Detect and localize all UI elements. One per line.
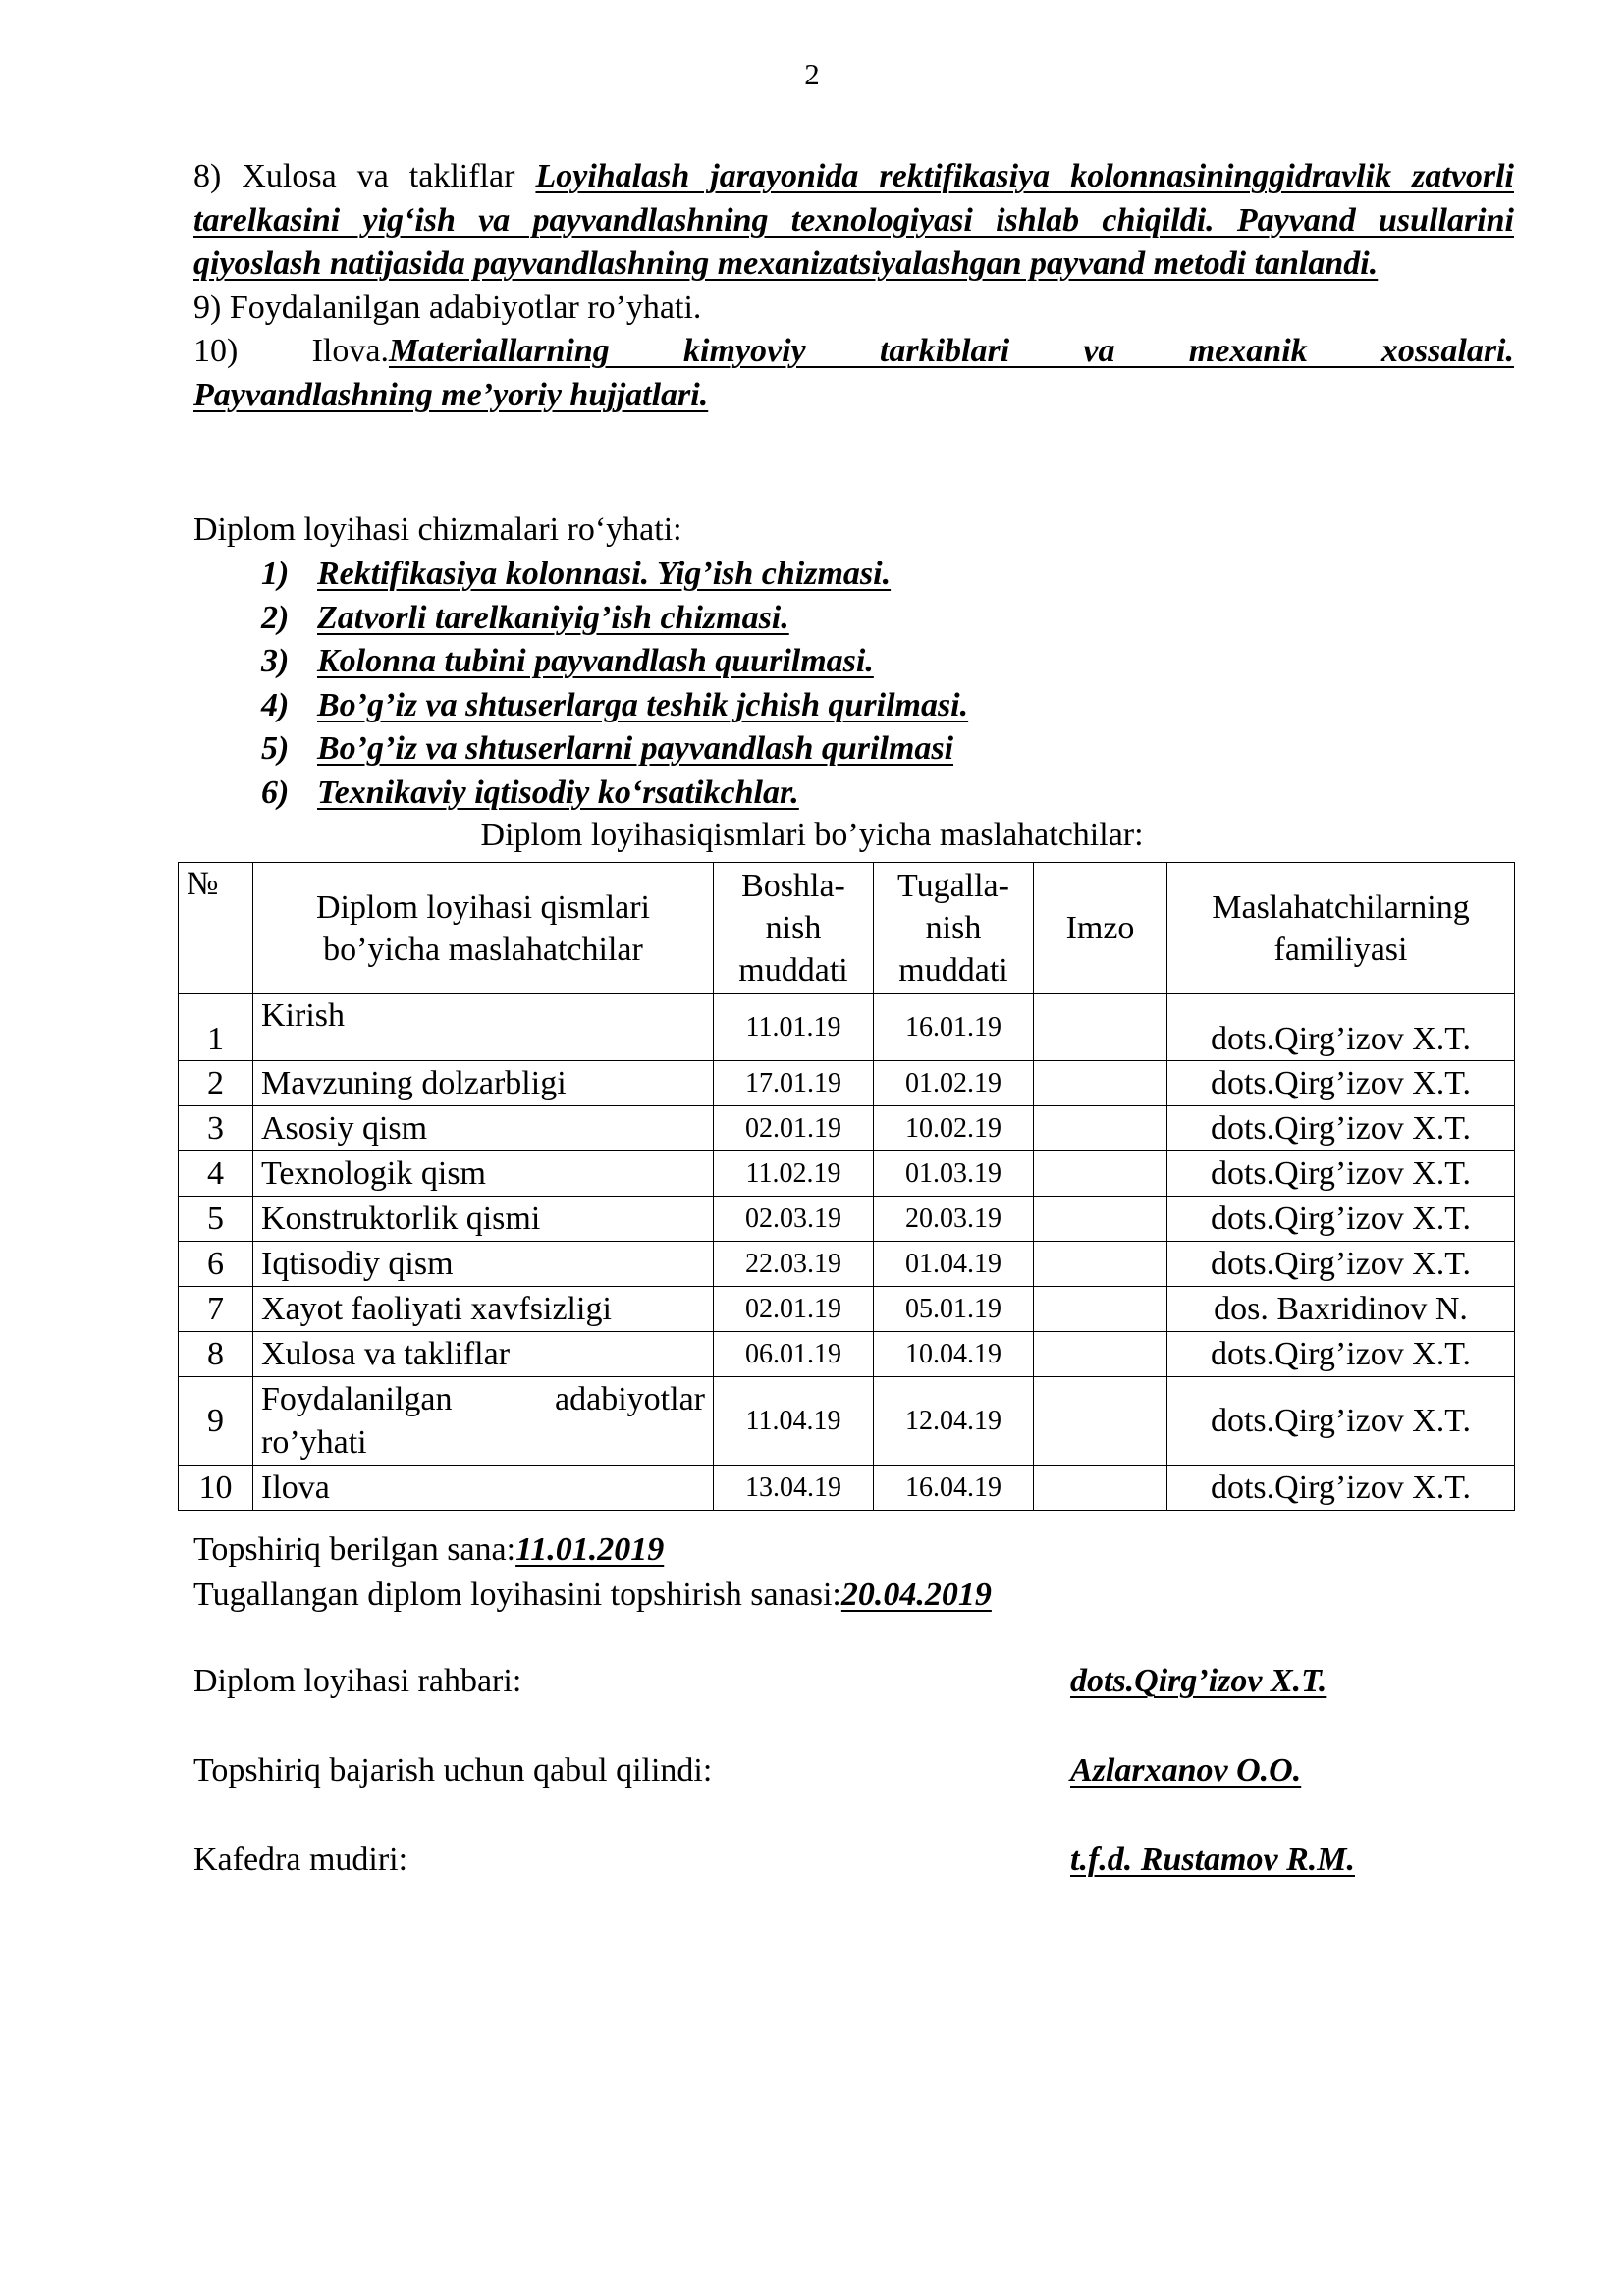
item-9: 9) Foydalanilgan adabiyotlar ro’yhati. xyxy=(193,289,702,326)
header-sign: Imzo xyxy=(1034,863,1167,994)
drawing-item xyxy=(261,553,968,597)
issued-date: 11.01.2019 xyxy=(515,1531,665,1568)
drawing-item xyxy=(261,640,968,684)
item-8-text: Loyihalash jarayonida rektifikasiya kolonnasininggidravlik zatvorli tarelkasini yig‘ish va payvandlashning texnologiyasi ishlab chiqildi. Payvand usullarini qiyoslash natijasida payvandlashning mexanizatsiyalashgan payvand metodi tanlandi. xyxy=(193,158,1514,282)
drawing-number: 4) xyxy=(261,686,290,723)
drawing-text: Texnikaviy iqtisodiy ko‘rsatikchlar. xyxy=(317,774,799,811)
table-caption: Diplom loyihasiqismlari bo’yicha maslahatchilar: xyxy=(480,817,1144,853)
header-start: Boshla- nish muddati xyxy=(714,863,874,994)
consultants-table xyxy=(178,862,1515,1511)
item-10 xyxy=(193,330,1514,374)
item-10-line1: Materiallarning kimyoviy tarkiblari va mexanik xossalari. xyxy=(388,333,1515,369)
table-header-row xyxy=(179,863,1515,994)
table-row: 1 Kirish 11.01.19 16.01.19 dots.Qirg’izov X.T. xyxy=(179,994,1515,1061)
submit-date: 20.04.2019 xyxy=(840,1576,992,1613)
signature-label-head: Kafedra mudiri: xyxy=(193,1842,408,1878)
header-part: Diplom loyihasi qismlari bo’yicha maslahatchilar xyxy=(253,863,714,994)
drawing-item xyxy=(261,727,968,772)
header-name: Maslahatchilarning familiyasi xyxy=(1167,863,1515,994)
drawings-list xyxy=(261,553,968,815)
table-row: 9 Foydalanilgan adabiyotlar ro’yhati 11.04.19 12.04.19 dots.Qirg’izov X.T. xyxy=(179,1377,1515,1466)
table-row: 3 Asosiy qism 02.01.19 10.02.19 dots.Qirg’izov X.T. xyxy=(179,1106,1515,1151)
drawing-item xyxy=(261,772,968,816)
drawing-text: Bo’g’iz va shtuserlarni payvandlash qurilmasi xyxy=(317,730,954,767)
submit-label: Tugallangan diplom loyihasini topshirish sanasi: xyxy=(193,1576,841,1613)
drawing-number: 1) xyxy=(261,556,290,592)
drawing-text: Rektifikasiya kolonnasi. Yig’ish chizmasi. xyxy=(317,556,892,592)
item-8-label: 8) Xulosa va takliflar xyxy=(193,158,536,194)
drawing-text: Bo’g’iz va shtuserlarga teshik jchish qurilmasi. xyxy=(317,686,969,723)
signature-value-supervisor: dots.Qirg’izov X.T. xyxy=(1070,1663,1327,1699)
signature-value-head: t.f.d. Rustamov R.M. xyxy=(1070,1842,1355,1878)
header-number: № xyxy=(179,863,253,994)
items-8-10 xyxy=(193,155,1514,417)
page-number: 2 xyxy=(804,57,820,91)
item-8 xyxy=(193,155,1514,287)
table-row: 8 Xulosa va takliflar 06.01.19 10.04.19 dots.Qirg’izov X.T. xyxy=(179,1332,1515,1377)
drawing-number: 5) xyxy=(261,730,290,767)
table-row: 6 Iqtisodiy qism 22.03.19 01.04.19 dots.Qirg’izov X.T. xyxy=(179,1242,1515,1287)
table-row: 10 Ilova 13.04.19 16.04.19 dots.Qirg’izov X.T. xyxy=(179,1466,1515,1511)
item-10-label: 10) Ilova. xyxy=(193,333,389,369)
header-end: Tugalla- nish muddati xyxy=(874,863,1034,994)
issued-label: Topshiriq berilgan sana: xyxy=(193,1531,516,1568)
submit-date-line xyxy=(193,1574,992,1617)
table-row: 4 Texnologik qism 11.02.19 01.03.19 dots.Qirg’izov X.T. xyxy=(179,1151,1515,1197)
drawings-title: Diplom loyihasi chizmalari ro‘yhati: xyxy=(193,511,682,548)
table-row: 7 Xayot faoliyati xavfsizligi 02.01.19 05.01.19 dos. Baxridinov N. xyxy=(179,1287,1515,1332)
drawing-number: 3) xyxy=(261,643,290,679)
item-10-line2: Payvandlashning me’yoriy hujjatlari. xyxy=(193,376,709,413)
table-row: 2 Mavzuning dolzarbligi 17.01.19 01.02.19 dots.Qirg’izov X.T. xyxy=(179,1061,1515,1106)
signature-value-accepted: Azlarxanov O.O. xyxy=(1070,1752,1302,1789)
drawing-number: 2) xyxy=(261,599,290,636)
drawing-item xyxy=(261,684,968,728)
table-row: 5 Konstruktorlik qismi 02.03.19 20.03.19 dots.Qirg’izov X.T. xyxy=(179,1197,1515,1242)
item-10-cont xyxy=(193,374,1514,418)
drawing-item xyxy=(261,597,968,641)
drawing-text: Zatvorli tarelkaniyig’ish chizmasi. xyxy=(317,599,789,636)
issued-date-line xyxy=(193,1528,664,1572)
drawing-text: Kolonna tubini payvandlash quurilmasi. xyxy=(317,643,874,679)
signature-label-accepted: Topshiriq bajarish uchun qabul qilindi: xyxy=(193,1752,713,1789)
drawing-number: 6) xyxy=(261,774,290,811)
signature-label-supervisor: Diplom loyihasi rahbari: xyxy=(193,1663,522,1699)
